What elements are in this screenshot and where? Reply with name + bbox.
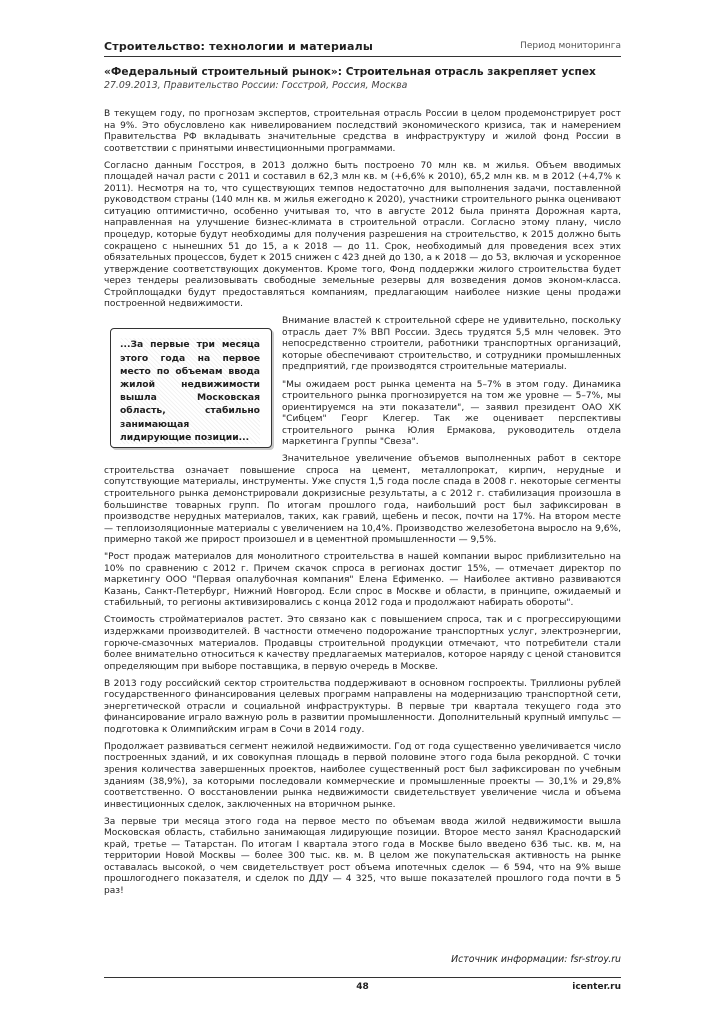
paragraph: Значительное увеличение объемов выполненных работ в секторе строительства означает повышение спроса на цемент, металлопрокат, кирпич, нерудные и сопутствующие материалы, инструменты. Уже спустя 1,5 года после спада в 2008 г. некоторые сегменты строительного рынка демонстрировали докризисные результаты, а с 2012 г. стабилизация произошла в большинстве товарных групп. По итогам прошлого года, наибольший рост был зафиксирован в производстве нерудных материалов, таких, как гравий, щебень и песок, почти на 17%. На втором месте — теплоизоляционные материалы с увеличением на 10,4%. Производство железобетона выросло на 9,6%, примерно такой же прирост произошел и в цементной промышленности — 9,5%. <box>104 454 621 546</box>
footer-site: icenter.ru <box>572 982 621 992</box>
paragraph: Внимание властей к строительной сфере не удивительно, поскольку отрасль дает 7% ВВП России. Здесь трудятся 5,5 млн человек. Это непосредственно строители, работники транспортных организаций, которые обеспечивают строительство, и сотрудники промышленных предприятий, где производятся строительные материалы. <box>282 316 621 373</box>
paragraph: "Мы ожидаем рост рынка цемента на 5–7% в этом году. Динамика строительного рынка прогнозируется на том же уровне — 5–7%, мы ориентируемся на эти показатели", — заявил президент ОАО ХК "Сибцем" Георг Клегер. Так же оценивает перспективы строительного рынка Юлия Ермакова, руководитель отдела маркетинга Группы "Свеза". <box>282 379 621 448</box>
source-note: Источник информации: fsr-stroy.ru <box>451 954 621 965</box>
page-header <box>104 38 621 57</box>
pull-quote-text: ...За первые три месяца этого года на первое место по объемам ввода жилой недвижимости вышла Московская область, стабильно занимающая лидирующие позиции... <box>120 339 260 443</box>
paragraph: "Рост продаж материалов для монолитного строительства в нашей компании вырос приблизительно на 10% по сравнению с 2012 г. Причем скачок спроса в регионах достиг 15%, — отмечает директор по маркетингу ООО "Первая опалубочная компания" Елена Ефименко. — Наиболее активно развиваются Казань, Санкт-Петербург, Нижний Новгород. Если спрос в Москве и области, в принципе, ожидаемый и стабильный, то регионы активизировались с конца 2012 года и продолжают набирать обороты". <box>104 552 621 609</box>
section-title: Строительство: технологии и материалы <box>104 40 373 53</box>
pull-quote <box>104 328 272 454</box>
paragraph: В текущем году, по прогнозам экспертов, строительная отрасль России в целом продемонстрирует рост на 9%. Это обусловлено как нивелированием последствий экономического кризиса, так и намерением Правительства РФ вкладывать значительные средства в инфраструктуру и жилой фонд России в соответствии с принятыми инвестиционными программами. <box>104 109 621 154</box>
paragraph: Продолжает развиваться сегмент нежилой недвижимости. Год от года существенно увеличивается число построенных зданий, и их совокупная площадь в первой половине этого года была рекордной. С точки зрения количества завершенных проектов, наиболее существенный рост был зафиксирован по учебным зданиям (38,9%), за которыми последовали коммерческие и промышленные проекты — 30,1% и 29,8% соответственно. О восстановлении рынка недвижимости свидетельствует увеличение числа и объема инвестиционных сделок, заключенных на вторичном рынке. <box>104 741 621 810</box>
article-meta: 27.09.2013, Правительство России: Госстрой, Россия, Москва <box>104 80 408 91</box>
paragraph: В 2013 году российский сектор строительства поддерживают в основном госпроекты. Триллионы рублей государственного финансирования целевых программ направлены на модернизацию транспортной сети, энергетической отрасли и социальной инфраструктуры. В первые три квартала текущего года это финансирование играло важную роль в развитии промышленности. Дополнительный крупный импульс — подготовка к Олимпийским играм в Сочи в 2014 году. <box>104 678 621 735</box>
article-title: «Федеральный строительный рынок»: Строительная отрасль закрепляет успех <box>104 66 596 78</box>
page-footer <box>104 977 621 992</box>
page-number: 48 <box>356 982 369 992</box>
article-body <box>104 109 621 903</box>
paragraph: Согласно данным Госстроя, в 2013 должно быть построено 70 млн кв. м жилья. Объем вводимых площадей начал расти с 2011 и составил в 62,3 млн кв. м (+6,6% к 2010), 65,2 млн кв. м в 2012 (+4,7% к 2011). Несмотря на то, что существующих темпов недостаточно для выполнения задачи, поставленной руководством страны (140 млн кв. м жилья ежегодно к 2020), участники строительного рынка оценивают ситуацию оптимистично, особенно учитывая то, что в августе 2012 была принята Дорожная карта, направленная на улучшение бизнес-климата в строительной отрасли. Согласно этому плану, число процедур, которые будут необходимы для получения разрешения на строительство, к 2015 должно быть сокращено с нынешних 51 до 15, а к 2018 — до 11. Срок, необходимый для проведения всех этих обязательных процессов, будет к 2015 снижен с 423 дней до 130, а к 2018 — до 53, включая и ускоренное утверждение соответствующих документов. Кроме того, Фонд поддержки жилого строительства будет через тендеры реализовывать свободные земельные резервы для возведения домов эконом-класса. Стройплощадки будут предоставляться компаниям, предлагающим наиболее низкие цены продажи построенной недвижимости. <box>104 160 621 310</box>
paragraph: Стоимость стройматериалов растет. Это связано как с повышением спроса, так и с прогрессирующими издержками производителей. В частности отмечено подорожание транспортных услуг, электроэнергии, горюче-смазочных материалов. Продавцы строительной продукции отмечают, что потребители стали более внимательно относиться к качеству предлагаемых материалов, которое наряду с ценой становится определяющим при выборе поставщика, в первую очередь в Москве. <box>104 615 621 672</box>
paragraph: За первые три месяца этого года на первое место по объемам ввода жилой недвижимости вышла Московская область, стабильно занимающая лидирующие позиции. Второе место занял Краснодарский край, третье — Татарстан. По итогам I квартала этого года в Москве было введено 636 тыс. кв. м, на территории Новой Москвы — более 300 тыс. кв. м. В целом же покупательская активность на рынке оставалась высокой, о чем свидетельствует рост объема ипотечных сделок — 6 594, что на 9% выше прошлогоднего показателя, и сделок по ДДУ — 4 325, что выше показателей прошлого года почти в 5 раз! <box>104 816 621 896</box>
period-label: Период мониторинга <box>520 41 621 51</box>
